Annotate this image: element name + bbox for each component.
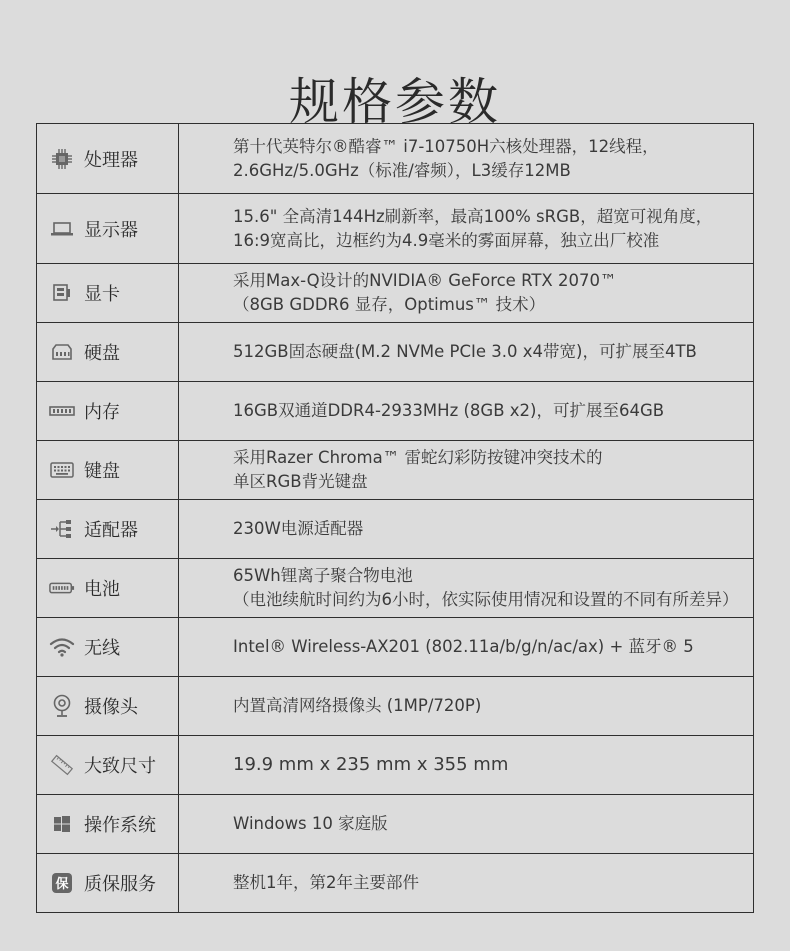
spec-value-line: （8GB GDDR6 显存，Optimus™ 技术） <box>233 295 546 314</box>
spec-row-storage <box>37 323 754 382</box>
spec-row-keyboard <box>37 441 754 500</box>
dimensions-icon <box>49 754 75 776</box>
spec-row-webcam <box>37 677 754 736</box>
spec-value <box>179 736 754 795</box>
spec-label: 显示器 <box>84 219 138 241</box>
spec-value-line: 采用Max-Q设计的NVIDIA® GeForce RTX 2070™ <box>233 271 617 290</box>
spec-label: 电池 <box>84 579 120 600</box>
page-title: 规格参数 <box>289 72 501 131</box>
spec-value-line: 内置高清网络摄像头 (1MP/720P) <box>233 696 482 715</box>
spec-label: 键盘 <box>84 461 120 482</box>
spec-row-adapter <box>37 500 754 559</box>
spec-value <box>179 194 754 264</box>
warranty-icon <box>49 872 75 894</box>
spec-row-gpu <box>37 264 754 323</box>
spec-value-line: 单区RGB背光键盘 <box>233 472 368 491</box>
svg-text:保: 保 <box>55 877 69 892</box>
spec-value-line: 2.6GHz/5.0GHz（标准/睿频），L3缓存12MB <box>233 160 571 180</box>
battery-icon <box>49 577 75 599</box>
spec-label: 硬盘 <box>84 343 120 364</box>
spec-value-line: （电池续航时间约为6小时，依实际使用情况和设置的不同有所差异） <box>233 590 739 609</box>
spec-row-dimensions <box>37 736 754 795</box>
spec-value <box>179 323 754 382</box>
spec-value <box>179 500 754 559</box>
spec-value <box>179 854 754 913</box>
spec-table <box>36 123 754 913</box>
spec-row-display <box>37 194 754 264</box>
spec-value-line: Windows 10 家庭版 <box>233 814 388 833</box>
spec-label: 处理器 <box>84 149 138 171</box>
spec-label: 适配器 <box>84 520 138 541</box>
gpu-icon <box>49 282 75 304</box>
spec-row-warranty <box>37 854 754 913</box>
spec-value-line: 19.9 mm x 235 mm x 355 mm <box>233 754 509 775</box>
spec-value-line: 16GB双通道DDR4-2933MHz (8GB x2)，可扩展至64GB <box>233 401 665 420</box>
laptop-icon <box>49 218 75 240</box>
memory-icon <box>49 400 75 422</box>
spec-label: 摄像头 <box>84 697 138 718</box>
spec-value <box>179 677 754 736</box>
spec-row-wireless <box>37 618 754 677</box>
spec-value <box>179 618 754 677</box>
wifi-icon <box>49 636 75 658</box>
spec-row-memory <box>37 382 754 441</box>
spec-value <box>179 795 754 854</box>
spec-value-line: 16:9宽高比，边框约为4.9毫米的雾面屏幕，独立出厂校准 <box>233 230 660 250</box>
spec-label: 显卡 <box>84 284 120 305</box>
spec-value-line: 230W电源适配器 <box>233 519 364 538</box>
spec-value <box>179 382 754 441</box>
spec-value-line: 65Wh锂离子聚合物电池 <box>233 566 413 585</box>
keyboard-icon <box>49 459 75 481</box>
spec-value-line: 15.6" 全高清144Hz刷新率，最高100% sRGB，超宽可视角度， <box>233 206 713 226</box>
spec-label: 内存 <box>84 402 120 423</box>
spec-value-line: 第十代英特尔®酷睿™ i7-10750H六核处理器，12线程， <box>233 136 659 156</box>
spec-label: 大致尺寸 <box>84 756 156 777</box>
spec-value-line: 512GB固态硬盘(M.2 NVMe PCIe 3.0 x4带宽)，可扩展至4TB <box>233 342 697 361</box>
spec-value <box>179 264 754 323</box>
spec-value <box>179 124 754 194</box>
spec-row-os <box>37 795 754 854</box>
adapter-icon <box>49 518 75 540</box>
spec-value-line: 整机1年，第2年主要部件 <box>233 873 419 892</box>
spec-label: 无线 <box>84 638 120 659</box>
spec-value-line: 采用Razer Chroma™ 雷蛇幻彩防按键冲突技术的 <box>233 448 603 467</box>
windows-icon <box>49 813 75 835</box>
cpu-icon <box>49 148 75 170</box>
spec-row-cpu <box>37 124 754 194</box>
spec-label: 操作系统 <box>84 815 156 836</box>
spec-label: 质保服务 <box>84 874 156 895</box>
spec-value <box>179 441 754 500</box>
webcam-icon <box>49 695 75 717</box>
spec-row-battery <box>37 559 754 618</box>
spec-value-line: Intel® Wireless-AX201 (802.11a/b/g/n/ac/ax) + 蓝牙® 5 <box>233 637 694 656</box>
spec-value <box>179 559 754 618</box>
hard-drive-icon <box>49 341 75 363</box>
